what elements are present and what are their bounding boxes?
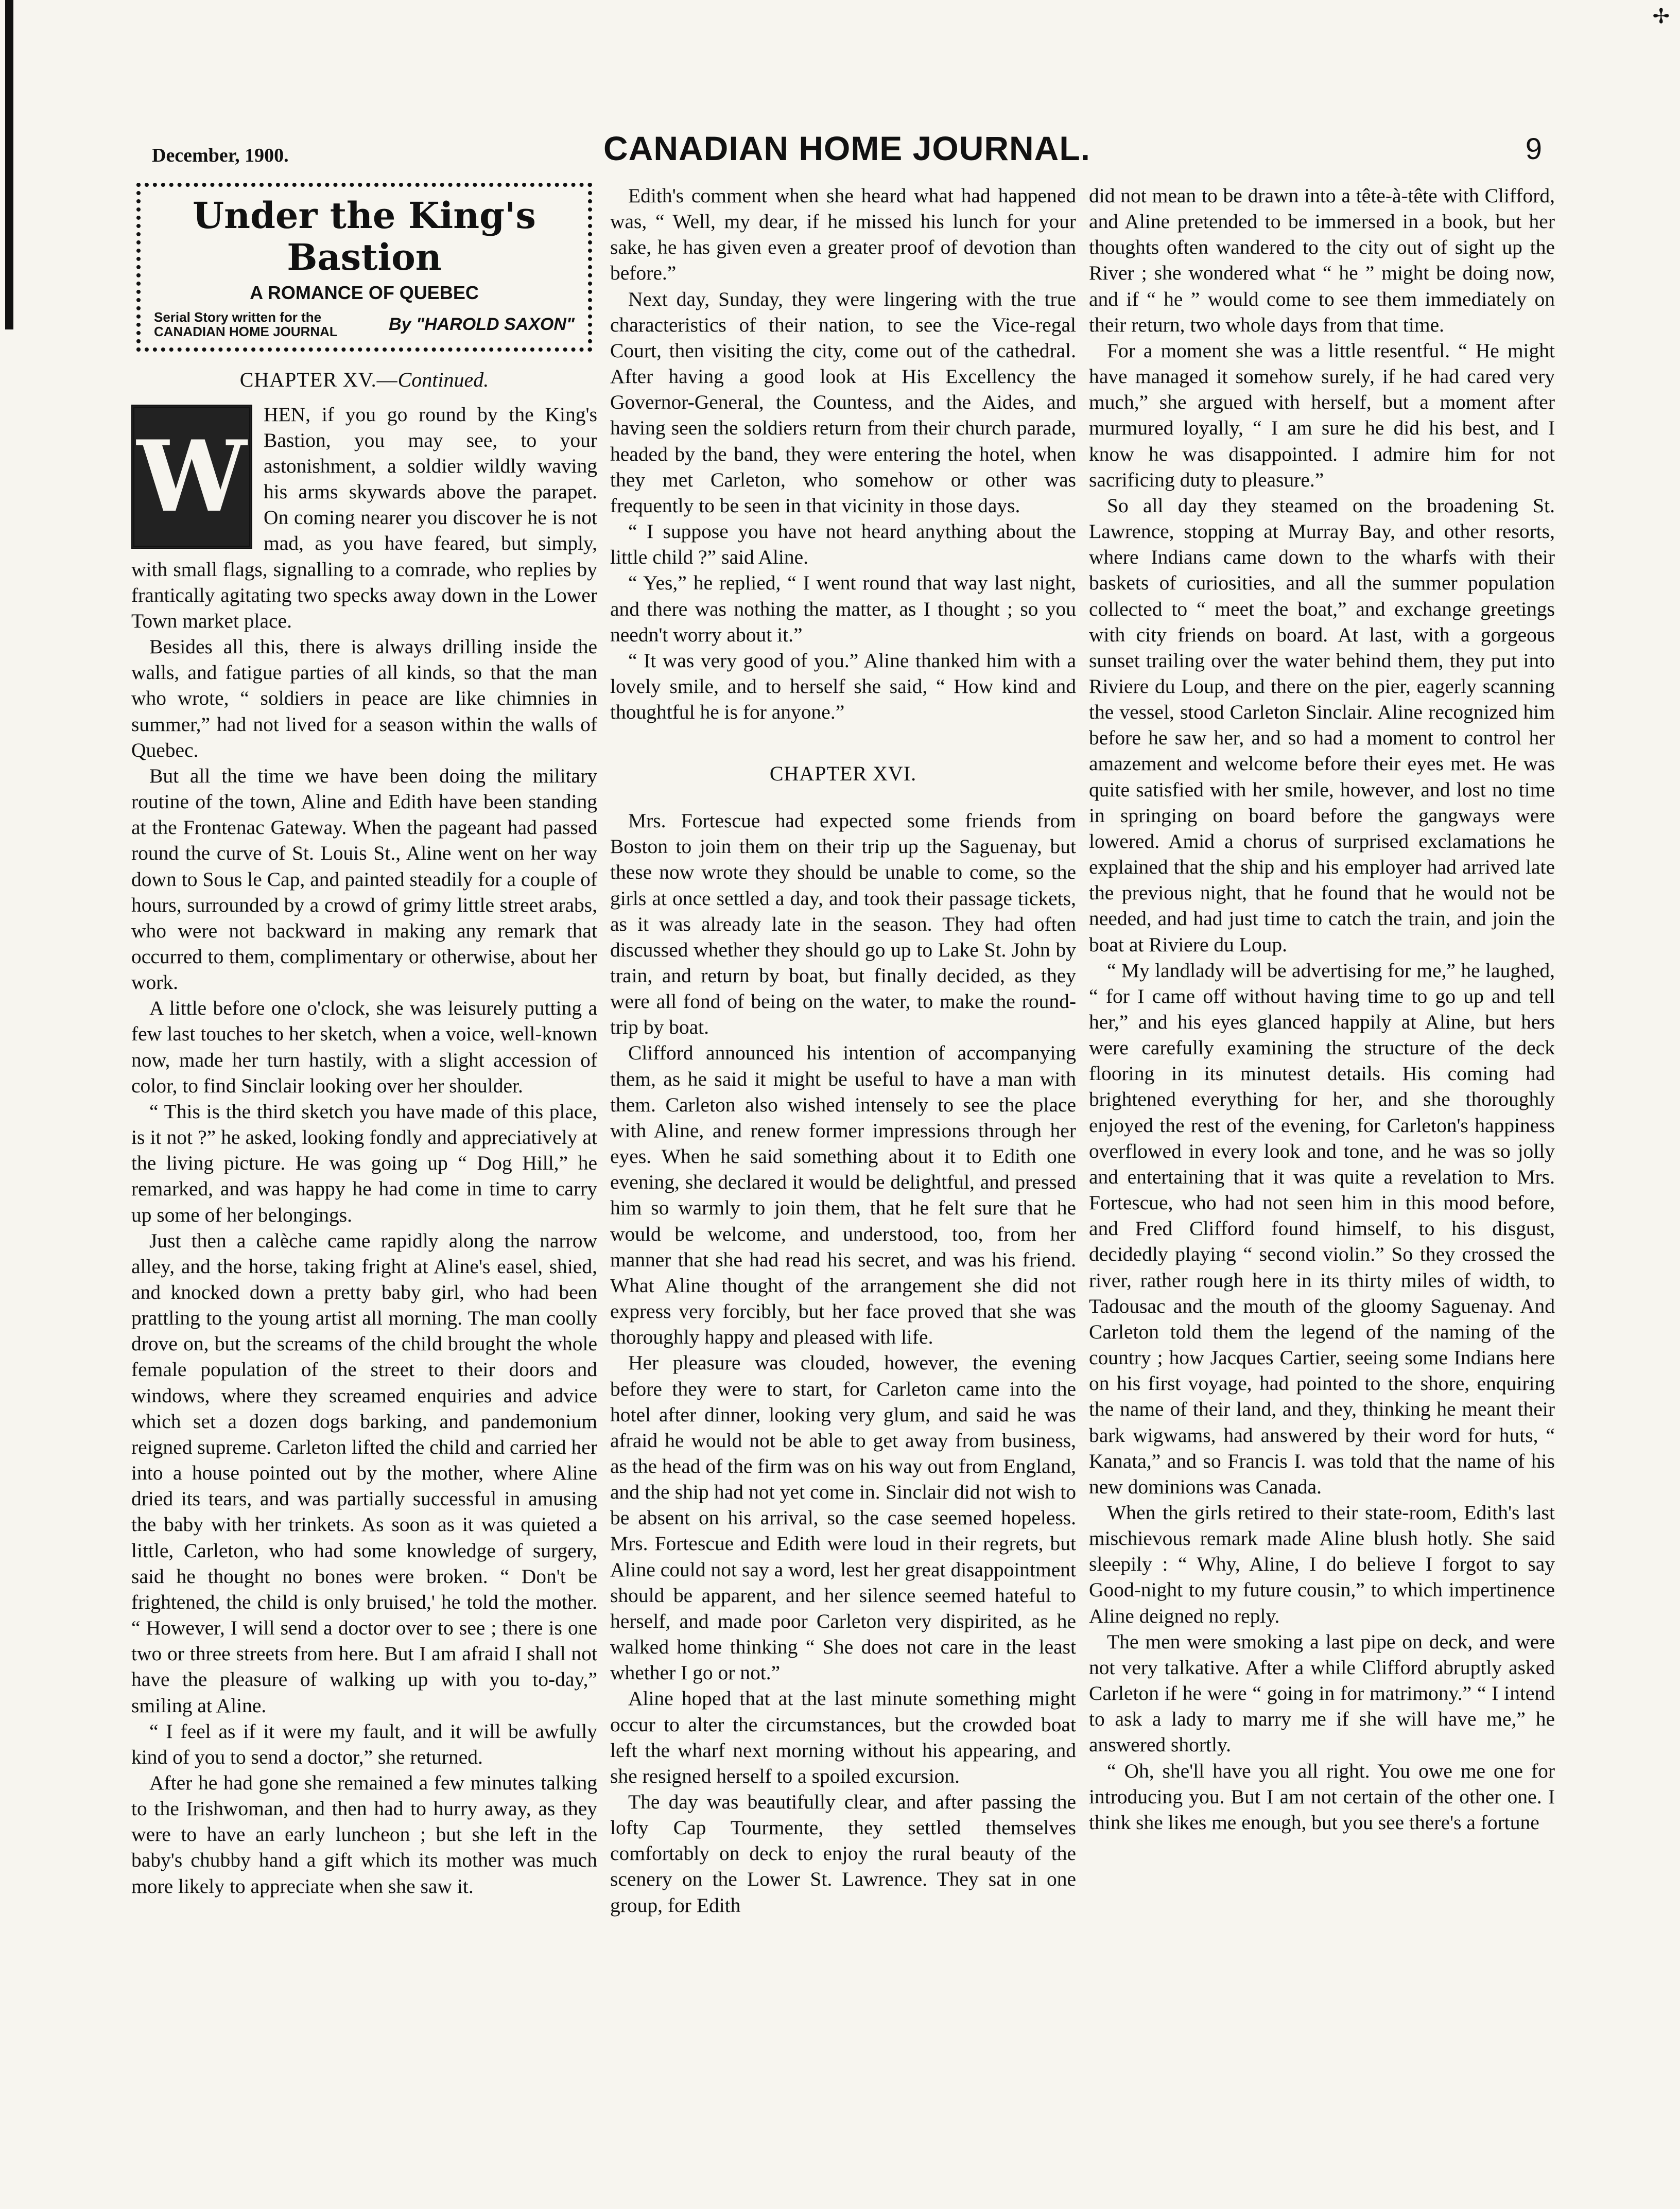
- chapter-heading-15-label: CHAPTER XV.—: [239, 368, 398, 391]
- ornamental-dropcap: [131, 405, 252, 549]
- paragraph: “ It was very good of you.” Aline thanked him with a lovely smile, and to herself she said, “ How kind and thoughtful he is for anyone.”: [610, 649, 1076, 724]
- issue-date: December, 1900.: [152, 145, 289, 166]
- paragraph: Mrs. Fortescue had expected some friends from Boston to join them on their trip up the Saguenay, but these now wrote they should be unable to come, so the girls at once settled a day, and took their passage tickets, as it was already late in the season. They had often discussed whether they should go up to Lake St. John by train, and return by boat, but finally decided, as they were all fond of being on the water, to make the round-trip by boat.: [610, 809, 1076, 1039]
- paragraph: “ My landlady will be advertising for me,” he laughed, “ for I came off without having time to go up and tell her,” and his eyes glanced happily at Aline, but hers were carefully examining the structure of the deck flooring in its minutest details. His coming had brightened everything for her, and she thoroughly enjoyed the rest of the evening, for Carleton's happiness overflowed in every look and tone, and he was so jolly and entertaining that it was quite a revelation to Mrs. Fortescue, who had not seen him in this mood before, and Fred Clifford found himself, to his disgust, decidedly playing “ second violin.” So they crossed the river, rather rough here in its thirty miles of width, to Tadousac and the mouth of the gloomy Saguenay. And Carleton told them the legend of the naming of the country ; how Jacques Cartier, seeing some Indians here on his first voyage, had pointed to the shore, enquiring the name of their land, and they, thinking he meant their bark wigwams, had answered by their word for huts, “ Kanata,” and so Francis I. was told that the name of his new dominions was Canada.: [1089, 959, 1555, 1498]
- paragraph: Next day, Sunday, they were lingering with the true characteristics of their nation, to see the Vice-regal Court, then visiting the city, come out of the cathedral. After having a good look at His Excellency the Governor-General, the Countess, and the Aides, and having seen the soldiers return from their church parade, headed by the band, they were entering the hotel, when they met Carleton, who somehow or other was frequently to be seen in that vicinity in those days.: [610, 287, 1076, 517]
- paragraph: A little before one o'clock, she was leisurely putting a few last touches to her sketch, when a voice, well-known now, made her turn hastily, with a slight accession of color, to find Sinclair looking over her shoulder.: [131, 997, 597, 1097]
- journal-title: CANADIAN HOME JOURNAL.: [603, 129, 1090, 167]
- page-header: [152, 129, 1542, 170]
- chapter-heading-15-suffix: Continued.: [397, 368, 489, 391]
- paragraph: Aline hoped that at the last minute something might occur to alter the circumstances, but the crowded boat left the wharf next morning without his appearing, and she resigned herself to a spoiled excursion.: [610, 1687, 1076, 1787]
- paragraph: After he had gone she remained a few minutes talking to the Irishwoman, and then had to hurry away, as they were to have an early luncheon ; but she left in the baby's chubby hand a gift which its mother was much more likely to appreciate when she saw it.: [131, 1771, 597, 1898]
- paragraph: “ Yes,” he replied, “ I went round that way last night, and there was nothing the matter, as I thought ; so you needn't worry about it.”: [610, 571, 1076, 646]
- scan-edge-mark: ✢: [1652, 5, 1670, 28]
- first-paragraph: [131, 402, 597, 634]
- story-author: By "HAROLD SAXON": [389, 314, 575, 334]
- paragraph: “ This is the third sketch you have made of this place, is it not ?” he asked, looking fondly and appreciatively at the living picture. He was going up “ Dog Hill,” he remarked, and was happy he had come in time to carry up some of her belongings.: [131, 1100, 597, 1226]
- paragraph: Her pleasure was clouded, however, the evening before they were to start, for Carleton came into the hotel after dinner, looking very glum, and said he was afraid he would not be able to get away from business, as the head of the firm was on his way out from England, and the ship had not yet come in. Sinclair did not wish to be absent on his arrival, so the case seemed hopeless. Mrs. Fortescue and Edith were loud in their regrets, but Aline could not say a word, lest her great disappointment should be apparent, and her silence seemed hateful to herself, and made poor Carleton very dispirited, as he walked home thinking “ She does not care in the least whether I go or not.”: [610, 1351, 1076, 1684]
- story-title-box: [136, 183, 592, 352]
- paragraph: “ I suppose you have not heard anything about the little child ?” said Aline.: [610, 520, 1076, 569]
- dropcap-letter: W: [136, 419, 247, 534]
- paragraph: The men were smoking a last pipe on deck, and were not very talkative. After a while Clifford abruptly asked Carleton if he were “ going in for matrimony.” “ I intend to ask a lady to marry me if she will have me,” he answered shortly.: [1089, 1630, 1555, 1756]
- story-title: Under the King's Bastion: [193, 194, 536, 279]
- chapter-heading-16: CHAPTER XVI.: [769, 762, 917, 786]
- story-credit: [154, 310, 575, 339]
- paragraph: Besides all this, there is always drilling inside the walls, and fatigue parties of all kinds, so that the man who wrote, “ soldiers in peace are like chimnies in summer,” had not lived for a season within the walls of Quebec.: [131, 635, 597, 761]
- credit-note: [154, 310, 338, 339]
- paragraph: The day was beautifully clear, and after passing the lofty Cap Tourmente, they settled themselves comfortably on deck to enjoy the rural beauty of the scenery on the Lower St. Lawrence. They sat in one group, for Edith: [610, 1790, 1076, 1917]
- paragraph: So all day they steamed on the broadening St. Lawrence, stopping at Murray Bay, and other resorts, where Indians came down to the wharfs with their baskets of curiosities, and all the summer population collected to “ meet the boat,” and exchange greetings with city friends on board. At last, with a gorgeous sunset trailing over the water behind them, they put into Riviere du Loup, and there on the pier, eagerly scanning the vessel, stood Carleton Sinclair. Aline recognized him before he saw her, and so had a moment to control her amazement and welcome before their eyes met. He was quite satisfied with her smile, however, and lost no time in springing on board before the gangways were lowered. Amid a chorus of surprised exclamations he explained that the ship and his employer had arrived late the previous night, that he found that he would not be needed, and had just time to catch the train, and join the boat at Riviere du Loup.: [1089, 494, 1555, 956]
- credit-line-2: CANADIAN HOME JOURNAL: [154, 324, 338, 340]
- first-paragraph-text: HEN, if you go round by the King's Bastion, you may see, to your astonishment, a soldier wildly waving his arms skywards above the parapet. On coming nearer you discover he is not mad, as you have feared, but simply, with small flags, signalling to a comrade, who replies by frantically agitating two specks away down in the Lower Town market place.: [131, 403, 597, 632]
- story-subtitle: A ROMANCE OF QUEBEC: [250, 282, 479, 303]
- paragraph: “ I feel as if it were my fault, and it will be awfully kind of you to send a doctor,” she returned.: [131, 1719, 597, 1768]
- page-number: 9: [1525, 132, 1542, 166]
- column-2: [610, 183, 1076, 1918]
- paragraph: did not mean to be drawn into a tête-à-tête with Clifford, and Aline pretended to be immersed in a book, but her thoughts often wandered to the city out of sight up the River ; she wondered what “ he ” might be doing now, and if “ he ” would come to see them immediately on their return, two whole days from that time.: [1089, 184, 1555, 336]
- column-1: [131, 183, 597, 1899]
- paragraph: “ Oh, she'll have you all right. You owe me one for introducing you. But I am not certain of the other one. I think she likes me enough, but you see there's a fortune: [1089, 1759, 1555, 1834]
- paragraph: Clifford announced his intention of accompanying them, as he said it might be useful to have a man with them. Carleton also wished intensely to see the place with Aline, and renew former impressions through her eyes. When he said something about it to Edith one evening, she declared it would be delightful, and pressed him so warmly to join them, that he felt sure that he would be welcome, and understood, too, from her manner that she had read his secret, and was his friend. What Aline thought of the arrangement she did not express very forcibly, but her face proved that she was thoroughly happy and pleased with life.: [610, 1041, 1076, 1349]
- paragraph: But all the time we have been doing the military routine of the town, Aline and Edith have been standing at the Frontenac Gateway. When the pageant had passed round the curve of St. Louis St., Aline went on her way down to Sous le Cap, and painted steadily for a couple of hours, surrounded by a crowd of grimy little street arabs, who were not backward in making any remark that occurred to them, complimentary or otherwise, about her work.: [131, 764, 597, 994]
- paragraph: Just then a calèche came rapidly along the narrow alley, and the horse, taking fright at Aline's easel, shied, and knocked down a pretty baby girl, who had been prattling to the young artist all morning. The man coolly drove on, but the screams of the child brought the whole female population of the street to their doors and windows, where they screamed enquiries and advice which set a dozen dogs barking, and pandemonium reigned supreme. Carleton lifted the child and carried her into a house pointed out by the mother, where Aline dried its tears, and was partially successful in amusing the baby with her trinkets. As soon as it was quieted a little, Carleton, who had some knowledge of surgery, said he thought no bones were broken. “ Don't be frightened, the child is only bruised,' he told the mother. “ However, I will send a doctor over to see ; there is one two or three streets from here. But I am afraid I shall not have the pleasure of walking up with you to-day,” smiling at Aline.: [131, 1229, 597, 1717]
- chapter-heading-15: [131, 367, 597, 393]
- paragraph: Edith's comment when she heard what had happened was, “ Well, my dear, if he missed his lunch for your sake, he has given even a greater proof of devotion than before.”: [610, 184, 1076, 285]
- paragraph: For a moment she was a little resentful. “ He might have managed it somehow surely, if he had cared very much,” she argued with herself, but a moment after murmured loyally, “ I am sure he did his best, and I know he was disappointed. I admire him for not sacrificing duty to pleasure.”: [1089, 339, 1555, 491]
- scan-edge-bar: [5, 0, 13, 329]
- paragraph: When the girls retired to their state-room, Edith's last mischievous remark made Aline blush hotly. She said sleepily : “ Why, Aline, I do believe I forgot to say Good-night to my future cousin,” to which impertinence Aline deigned no reply.: [1089, 1501, 1555, 1627]
- credit-line-1: Serial Story written for the: [154, 309, 322, 325]
- column-3: [1089, 183, 1555, 1835]
